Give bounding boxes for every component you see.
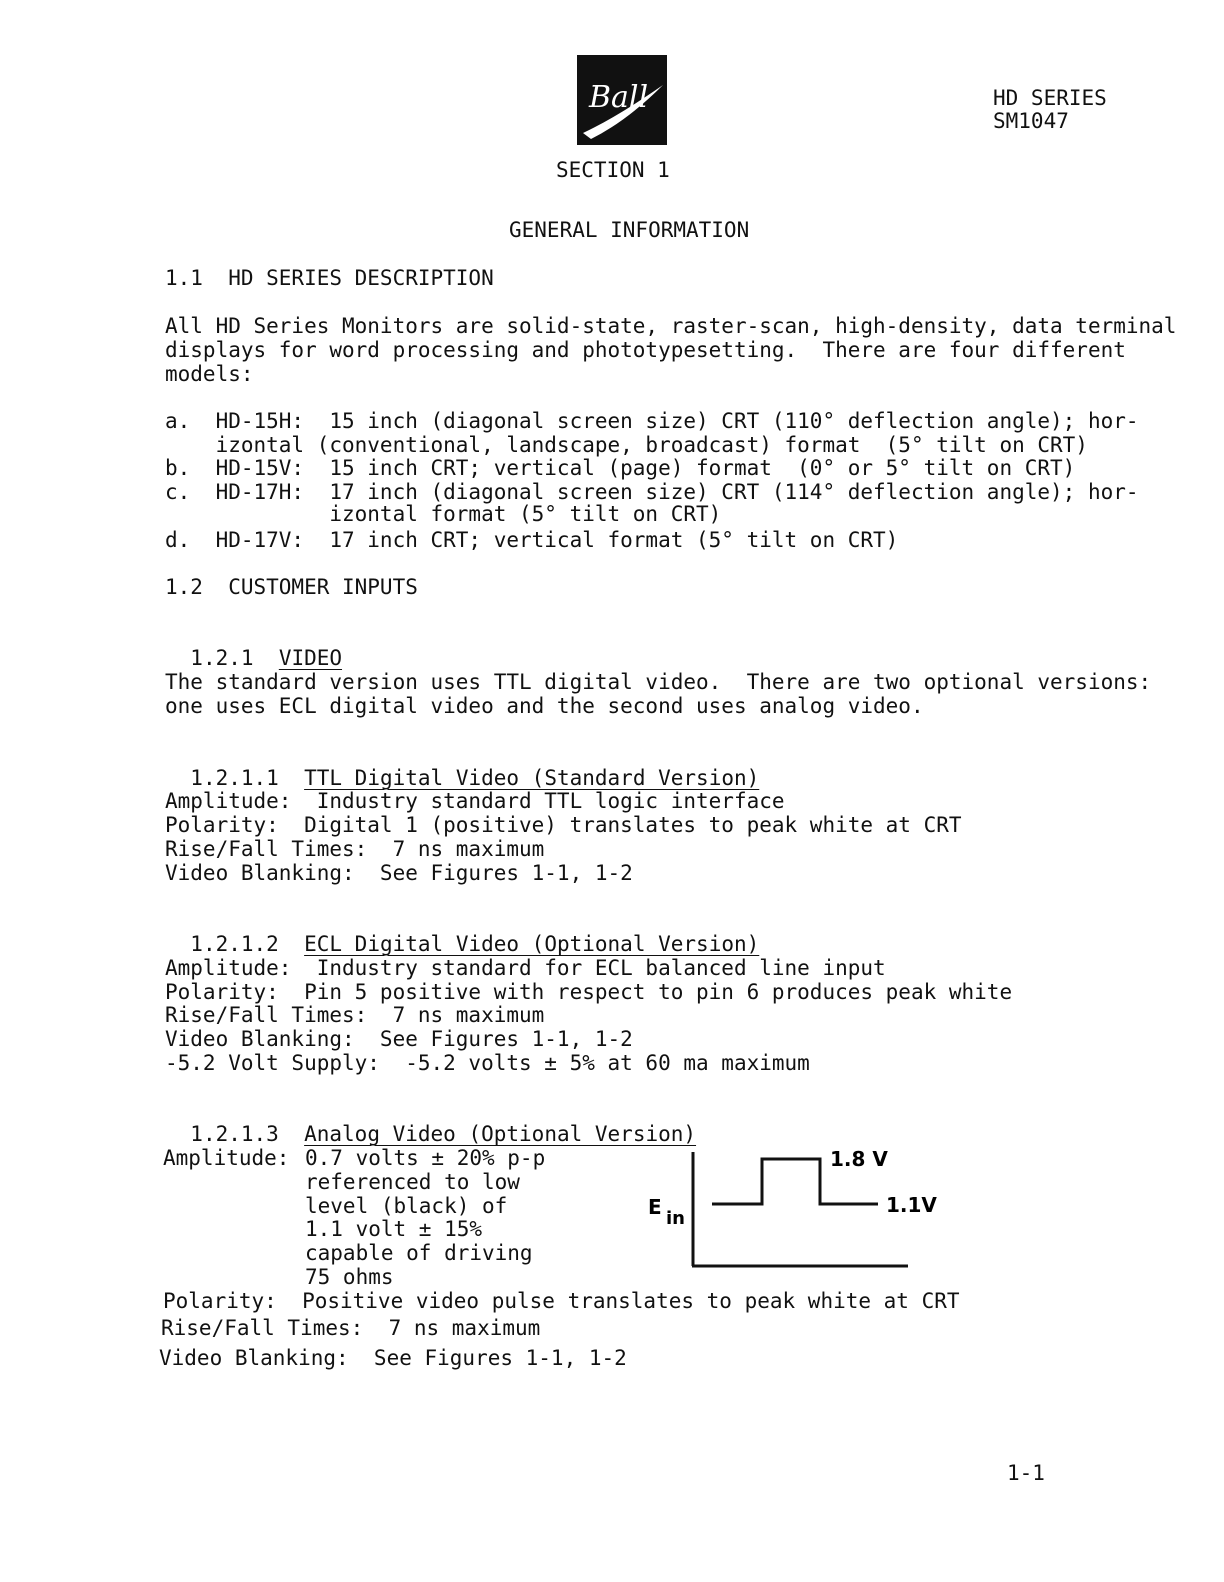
ecl-spec-line: Video Blanking: See Figures 1-1, 1-2 [165,1027,633,1051]
logo-text: Ball [589,80,649,115]
heading-1-2-1-3 [165,1098,696,1146]
input-label-subscript: in [666,1208,685,1229]
section-title: GENERAL INFORMATION [509,218,750,242]
series-label: HD SERIES [993,86,1107,110]
heading-1-2-1-2-number: 1.2.1.2 [190,932,279,956]
model-line: izontal (conventional, landscape, broadcast) format (5° tilt on CRT) [165,433,1088,457]
input-label: E [648,1195,662,1219]
video-para-line: The standard version uses TTL digital video. There are two optional versions: [165,670,1152,694]
ttl-spec-line: Amplitude: Industry standard TTL logic interface [165,789,785,813]
heading-1-2-1-2-title: ECL Digital Video (Optional Version) [304,932,760,956]
analog-amplitude-line: referenced to low [305,1170,520,1194]
heading-1-2-1-1 [165,742,759,790]
analog-spec-line: Rise/Fall Times: 7 ns maximum [161,1316,541,1340]
analog-amplitude-line: capable of driving [305,1241,533,1265]
ball-logo [577,55,667,145]
high-level-label: 1.8 V [830,1147,888,1171]
model-line: d. HD-17V: 17 inch CRT; vertical format (5° tilt on CRT) [165,528,899,552]
model-line: izontal format (5° tilt on CRT) [165,502,722,526]
heading-1-1: 1.1 HD SERIES DESCRIPTION [165,266,494,290]
heading-1-2-1-number: 1.2.1 [190,646,254,670]
heading-1-2-1-3-number: 1.2.1.3 [190,1122,279,1146]
heading-1-2-1-2 [165,908,759,956]
ecl-spec-line: -5.2 Volt Supply: -5.2 volts ± 5% at 60 ma maximum [165,1051,810,1075]
description-line: displays for word processing and phototypesetting. There are four different [165,338,1126,362]
analog-amplitude-line: 1.1 volt ± 15% [305,1217,483,1241]
heading-1-2-1-1-title: TTL Digital Video (Standard Version) [304,766,760,790]
analog-amplitude-line: 75 ohms [305,1265,394,1289]
video-para-line: one uses ECL digital video and the second uses analog video. [165,694,924,718]
model-line: b. HD-15V: 15 inch CRT; vertical (page) format (0° or 5° tilt on CRT) [165,456,1076,480]
description-line: models: [165,362,254,386]
analog-amplitude-label: Amplitude: [163,1146,290,1170]
ecl-spec-line: Rise/Fall Times: 7 ns maximum [165,1003,545,1027]
analog-spec-line: Video Blanking: See Figures 1-1, 1-2 [159,1346,627,1370]
ttl-spec-line: Video Blanking: See Figures 1-1, 1-2 [165,861,633,885]
analog-amplitude-line: level (black) of [305,1194,508,1218]
video-waveform-diagram [640,1140,960,1280]
section-number: SECTION 1 [556,158,670,182]
analog-spec-line: Polarity: Positive video pulse translates to peak white at CRT [163,1289,960,1313]
ttl-spec-line: Rise/Fall Times: 7 ns maximum [165,837,545,861]
model-line: a. HD-15H: 15 inch (diagonal screen size) CRT (110° deflection angle); hor- [165,409,1139,433]
ecl-spec-line: Amplitude: Industry standard for ECL balanced line input [165,956,886,980]
ttl-spec-line: Polarity: Digital 1 (positive) translates to peak white at CRT [165,813,962,837]
model-line: c. HD-17H: 17 inch (diagonal screen size) CRT (114° deflection angle); hor- [165,480,1139,504]
heading-1-2-1-1-number: 1.2.1.1 [190,766,279,790]
analog-amplitude-line: 0.7 volts ± 20% p-p [305,1146,546,1170]
low-level-label: 1.1V [886,1193,937,1217]
heading-1-2-1-3-title: Analog Video (Optional Version) [304,1122,697,1146]
heading-1-2-1-title: VIDEO [278,646,343,670]
heading-1-2-1 [165,622,342,670]
page-number: 1-1 [1007,1461,1045,1485]
doc-number: SM1047 [993,109,1069,133]
heading-1-2: 1.2 CUSTOMER INPUTS [165,575,418,599]
ecl-spec-line: Polarity: Pin 5 positive with respect to pin 6 produces peak white [165,980,1013,1004]
description-line: All HD Series Monitors are solid-state, raster-scan, high-density, data terminal [165,314,1177,338]
